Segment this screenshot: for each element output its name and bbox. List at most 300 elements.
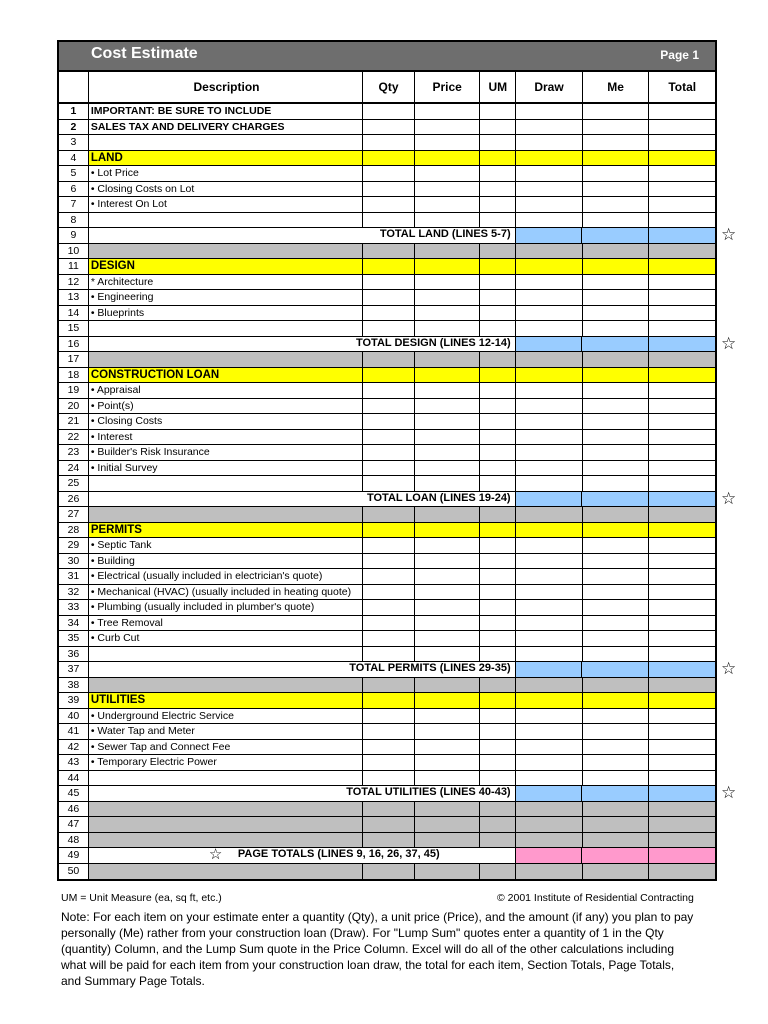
total-cell bbox=[649, 724, 715, 739]
me-cell bbox=[583, 833, 650, 848]
table-row bbox=[59, 755, 715, 771]
line-number: 40 bbox=[59, 709, 89, 724]
me-cell bbox=[583, 352, 650, 367]
qty-cell bbox=[363, 352, 415, 367]
qty-cell[interactable] bbox=[363, 616, 415, 631]
me-cell[interactable] bbox=[583, 740, 650, 755]
qty-cell[interactable] bbox=[363, 709, 415, 724]
me-cell[interactable] bbox=[583, 600, 650, 615]
me-cell bbox=[583, 507, 650, 522]
draw-cell bbox=[516, 182, 583, 197]
draw-cell bbox=[516, 228, 583, 243]
qty-cell[interactable] bbox=[363, 414, 415, 429]
estimate-rows bbox=[59, 104, 715, 879]
table-row bbox=[59, 740, 715, 756]
draw-cell bbox=[516, 678, 583, 693]
total-cell bbox=[649, 275, 715, 290]
line-number: 1 bbox=[59, 104, 89, 119]
table-row bbox=[59, 166, 715, 182]
price-cell[interactable] bbox=[415, 755, 481, 770]
price-cell bbox=[415, 259, 481, 274]
description-cell: • Engineering bbox=[89, 290, 363, 305]
line-number: 23 bbox=[59, 445, 89, 460]
qty-cell[interactable] bbox=[363, 740, 415, 755]
total-cell bbox=[649, 569, 715, 584]
um-cell bbox=[480, 523, 516, 538]
section-total-label: TOTAL LOAN (LINES 19-24) bbox=[89, 492, 516, 507]
um-cell bbox=[480, 244, 516, 259]
qty-cell bbox=[363, 368, 415, 383]
qty-cell[interactable] bbox=[363, 430, 415, 445]
draw-cell bbox=[516, 399, 583, 414]
table-row bbox=[59, 399, 715, 415]
price-cell[interactable] bbox=[415, 724, 481, 739]
line-number: 19 bbox=[59, 383, 89, 398]
me-cell bbox=[583, 693, 650, 708]
copyright-note: © 2001 Institute of Residential Contracting bbox=[497, 892, 694, 904]
qty-cell[interactable] bbox=[363, 399, 415, 414]
title-bar bbox=[59, 42, 715, 72]
total-cell bbox=[649, 399, 715, 414]
qty-cell bbox=[363, 771, 415, 786]
total-cell bbox=[649, 244, 715, 259]
total-cell bbox=[649, 771, 715, 786]
um-cell[interactable] bbox=[480, 538, 516, 553]
table-row bbox=[59, 616, 715, 632]
total-cell bbox=[649, 228, 715, 243]
section-total-row bbox=[59, 337, 715, 353]
description-cell bbox=[89, 833, 363, 848]
me-cell bbox=[583, 864, 650, 880]
price-cell bbox=[415, 104, 481, 119]
qty-cell[interactable] bbox=[363, 166, 415, 181]
total-cell bbox=[649, 631, 715, 646]
qty-cell[interactable] bbox=[363, 197, 415, 212]
me-cell[interactable] bbox=[583, 414, 650, 429]
table-row bbox=[59, 197, 715, 213]
price-cell[interactable] bbox=[415, 461, 481, 476]
price-cell bbox=[415, 817, 481, 832]
um-cell[interactable] bbox=[480, 166, 516, 181]
qty-cell bbox=[363, 833, 415, 848]
draw-cell bbox=[516, 631, 583, 646]
qty-cell bbox=[363, 802, 415, 817]
me-cell[interactable] bbox=[583, 616, 650, 631]
draw-cell bbox=[516, 709, 583, 724]
um-cell[interactable] bbox=[480, 554, 516, 569]
price-cell[interactable] bbox=[415, 166, 481, 181]
line-number: 12 bbox=[59, 275, 89, 290]
line-number: 42 bbox=[59, 740, 89, 755]
um-cell bbox=[480, 864, 516, 880]
price-cell[interactable] bbox=[415, 275, 481, 290]
line-number: 21 bbox=[59, 414, 89, 429]
draw-cell bbox=[516, 848, 583, 863]
um-cell bbox=[480, 368, 516, 383]
total-cell bbox=[649, 445, 715, 460]
price-cell[interactable] bbox=[415, 538, 481, 553]
um-cell bbox=[480, 151, 516, 166]
draw-cell bbox=[516, 817, 583, 832]
price-cell[interactable] bbox=[415, 414, 481, 429]
star-outline-icon: ☆ bbox=[208, 846, 223, 863]
me-cell bbox=[583, 647, 650, 662]
um-cell[interactable] bbox=[480, 182, 516, 197]
qty-cell[interactable] bbox=[363, 755, 415, 770]
price-cell[interactable] bbox=[415, 445, 481, 460]
total-cell bbox=[649, 197, 715, 212]
table-row bbox=[59, 569, 715, 585]
draw-cell bbox=[516, 554, 583, 569]
total-cell bbox=[649, 492, 715, 507]
qty-cell bbox=[363, 244, 415, 259]
me-cell[interactable] bbox=[583, 383, 650, 398]
header-total: Total bbox=[668, 80, 697, 94]
draw-cell bbox=[516, 337, 583, 352]
description-cell: • Point(s) bbox=[89, 399, 363, 414]
total-cell bbox=[649, 693, 715, 708]
price-cell[interactable] bbox=[415, 290, 481, 305]
um-cell bbox=[480, 120, 516, 135]
price-cell[interactable] bbox=[415, 569, 481, 584]
draw-cell bbox=[516, 786, 583, 801]
qty-cell[interactable] bbox=[363, 445, 415, 460]
table-row bbox=[59, 321, 715, 337]
line-number: 31 bbox=[59, 569, 89, 584]
um-cell[interactable] bbox=[480, 445, 516, 460]
description-cell: • Builder's Risk Insurance bbox=[89, 445, 363, 460]
section-total-label: TOTAL LAND (LINES 5-7) bbox=[89, 228, 516, 243]
draw-cell bbox=[516, 616, 583, 631]
total-cell bbox=[649, 616, 715, 631]
me-cell bbox=[583, 321, 650, 336]
me-cell[interactable] bbox=[583, 631, 650, 646]
total-cell bbox=[649, 383, 715, 398]
description-cell: • Lot Price bbox=[89, 166, 363, 181]
price-cell bbox=[415, 321, 481, 336]
table-row bbox=[59, 802, 715, 818]
instructions-note bbox=[61, 909, 718, 989]
um-cell bbox=[480, 135, 516, 150]
draw-cell bbox=[516, 864, 583, 880]
qty-cell[interactable] bbox=[363, 724, 415, 739]
qty-cell bbox=[363, 213, 415, 228]
line-number: 44 bbox=[59, 771, 89, 786]
me-cell[interactable] bbox=[583, 538, 650, 553]
description-cell: • Underground Electric Service bbox=[89, 709, 363, 724]
total-cell bbox=[649, 352, 715, 367]
um-cell[interactable] bbox=[480, 461, 516, 476]
um-cell[interactable] bbox=[480, 306, 516, 321]
header-price: Price bbox=[415, 72, 481, 102]
qty-cell[interactable] bbox=[363, 585, 415, 600]
qty-cell[interactable] bbox=[363, 306, 415, 321]
qty-cell bbox=[363, 259, 415, 274]
draw-cell bbox=[516, 166, 583, 181]
me-cell[interactable] bbox=[583, 197, 650, 212]
me-cell[interactable] bbox=[583, 585, 650, 600]
me-cell bbox=[582, 848, 649, 863]
line-number: 14 bbox=[59, 306, 89, 321]
um-cell bbox=[480, 476, 516, 491]
price-cell[interactable] bbox=[415, 430, 481, 445]
me-cell[interactable] bbox=[583, 755, 650, 770]
draw-cell bbox=[516, 693, 583, 708]
table-row bbox=[59, 833, 715, 849]
me-cell bbox=[583, 151, 650, 166]
um-cell bbox=[480, 104, 516, 119]
qty-cell bbox=[363, 678, 415, 693]
draw-cell bbox=[516, 414, 583, 429]
total-cell bbox=[649, 833, 715, 848]
price-cell[interactable] bbox=[415, 554, 481, 569]
me-cell[interactable] bbox=[583, 182, 650, 197]
qty-cell[interactable] bbox=[363, 538, 415, 553]
description-cell: IMPORTANT: BE SURE TO INCLUDE bbox=[89, 104, 363, 119]
qty-cell[interactable] bbox=[363, 554, 415, 569]
um-cell[interactable] bbox=[480, 755, 516, 770]
table-row bbox=[59, 213, 715, 229]
price-cell[interactable] bbox=[415, 600, 481, 615]
total-cell bbox=[649, 337, 715, 352]
qty-cell bbox=[363, 817, 415, 832]
me-cell[interactable] bbox=[583, 275, 650, 290]
section-total-row bbox=[59, 786, 715, 802]
total-cell bbox=[649, 802, 715, 817]
me-cell bbox=[582, 786, 649, 801]
um-cell bbox=[480, 507, 516, 522]
section-header-row bbox=[59, 523, 715, 539]
um-cell[interactable] bbox=[480, 600, 516, 615]
total-cell bbox=[649, 864, 715, 880]
me-cell[interactable] bbox=[583, 166, 650, 181]
total-cell bbox=[649, 709, 715, 724]
qty-cell bbox=[363, 864, 415, 880]
draw-cell bbox=[516, 802, 583, 817]
me-cell bbox=[583, 523, 650, 538]
qty-cell bbox=[363, 120, 415, 135]
line-number: 24 bbox=[59, 461, 89, 476]
table-row bbox=[59, 476, 715, 492]
total-cell bbox=[649, 817, 715, 832]
price-cell bbox=[415, 213, 481, 228]
price-cell bbox=[415, 802, 481, 817]
line-number: 48 bbox=[59, 833, 89, 848]
description-cell: • Septic Tank bbox=[89, 538, 363, 553]
um-cell[interactable] bbox=[480, 585, 516, 600]
um-cell[interactable] bbox=[480, 275, 516, 290]
draw-cell bbox=[516, 461, 583, 476]
price-cell bbox=[415, 864, 481, 880]
total-cell bbox=[649, 135, 715, 150]
qty-cell[interactable] bbox=[363, 182, 415, 197]
line-number: 8 bbox=[59, 213, 89, 228]
draw-cell bbox=[516, 523, 583, 538]
description-cell: LAND bbox=[89, 151, 363, 166]
um-cell bbox=[480, 817, 516, 832]
price-cell[interactable] bbox=[415, 399, 481, 414]
price-cell[interactable] bbox=[415, 709, 481, 724]
line-number: 3 bbox=[59, 135, 89, 150]
line-number: 6 bbox=[59, 182, 89, 197]
section-header-row bbox=[59, 368, 715, 384]
um-cell[interactable] bbox=[480, 740, 516, 755]
page-totals-text: PAGE TOTALS (LINES 9, 16, 26, 37, 45) bbox=[237, 848, 440, 860]
me-cell bbox=[583, 259, 650, 274]
price-cell bbox=[415, 135, 481, 150]
me-cell[interactable] bbox=[583, 290, 650, 305]
price-cell[interactable] bbox=[415, 616, 481, 631]
section-header-row bbox=[59, 259, 715, 275]
um-cell[interactable] bbox=[480, 430, 516, 445]
description-cell bbox=[89, 647, 363, 662]
price-cell[interactable] bbox=[415, 585, 481, 600]
qty-cell[interactable] bbox=[363, 290, 415, 305]
um-cell bbox=[480, 678, 516, 693]
qty-cell bbox=[363, 321, 415, 336]
table-row bbox=[59, 538, 715, 554]
table-row bbox=[59, 430, 715, 446]
line-number: 17 bbox=[59, 352, 89, 367]
total-cell bbox=[649, 290, 715, 305]
description-cell bbox=[89, 678, 363, 693]
um-cell[interactable] bbox=[480, 414, 516, 429]
um-cell[interactable] bbox=[480, 290, 516, 305]
line-number: 34 bbox=[59, 616, 89, 631]
me-cell[interactable] bbox=[583, 709, 650, 724]
total-cell bbox=[649, 585, 715, 600]
total-cell bbox=[649, 104, 715, 119]
description-cell bbox=[89, 771, 363, 786]
um-cell bbox=[480, 259, 516, 274]
description-cell: DESIGN bbox=[89, 259, 363, 274]
me-cell[interactable] bbox=[583, 445, 650, 460]
um-cell[interactable] bbox=[480, 197, 516, 212]
price-cell bbox=[415, 507, 481, 522]
description-cell: • Blueprints bbox=[89, 306, 363, 321]
total-cell bbox=[649, 259, 715, 274]
um-cell[interactable] bbox=[480, 616, 516, 631]
um-cell[interactable] bbox=[480, 399, 516, 414]
price-cell bbox=[415, 151, 481, 166]
price-cell bbox=[415, 647, 481, 662]
me-cell[interactable] bbox=[583, 724, 650, 739]
me-cell bbox=[582, 228, 649, 243]
draw-cell bbox=[516, 197, 583, 212]
draw-cell bbox=[516, 321, 583, 336]
total-cell bbox=[649, 306, 715, 321]
me-cell[interactable] bbox=[583, 399, 650, 414]
header-qty: Qty bbox=[363, 72, 415, 102]
price-cell[interactable] bbox=[415, 182, 481, 197]
price-cell[interactable] bbox=[415, 383, 481, 398]
table-row bbox=[59, 817, 715, 833]
section-header-row bbox=[59, 151, 715, 167]
description-cell: PERMITS bbox=[89, 523, 363, 538]
total-cell bbox=[649, 213, 715, 228]
description-cell bbox=[89, 244, 363, 259]
line-number: 29 bbox=[59, 538, 89, 553]
qty-cell bbox=[363, 507, 415, 522]
description-cell: • Closing Costs on Lot bbox=[89, 182, 363, 197]
total-cell bbox=[649, 662, 715, 677]
me-cell[interactable] bbox=[583, 306, 650, 321]
price-cell[interactable] bbox=[415, 631, 481, 646]
table-row bbox=[59, 120, 715, 136]
price-cell[interactable] bbox=[415, 306, 481, 321]
total-cell bbox=[649, 740, 715, 755]
qty-cell[interactable] bbox=[363, 275, 415, 290]
um-cell[interactable] bbox=[480, 724, 516, 739]
me-cell[interactable] bbox=[583, 461, 650, 476]
description-cell: • Interest On Lot bbox=[89, 197, 363, 212]
me-cell[interactable] bbox=[583, 430, 650, 445]
draw-cell bbox=[516, 647, 583, 662]
draw-cell bbox=[516, 368, 583, 383]
price-cell bbox=[415, 833, 481, 848]
star-outline-icon: ☆ bbox=[721, 659, 737, 678]
line-number: 15 bbox=[59, 321, 89, 336]
description-cell bbox=[89, 817, 363, 832]
um-cell[interactable] bbox=[480, 709, 516, 724]
table-row bbox=[59, 445, 715, 461]
price-cell[interactable] bbox=[415, 197, 481, 212]
table-row bbox=[59, 507, 715, 523]
draw-cell bbox=[516, 740, 583, 755]
total-cell bbox=[649, 461, 715, 476]
qty-cell[interactable] bbox=[363, 383, 415, 398]
line-number: 2 bbox=[59, 120, 89, 135]
description-cell: • Interest bbox=[89, 430, 363, 445]
um-cell[interactable] bbox=[480, 631, 516, 646]
table-row bbox=[59, 306, 715, 322]
total-cell bbox=[649, 600, 715, 615]
section-total-row bbox=[59, 492, 715, 508]
qty-cell[interactable] bbox=[363, 600, 415, 615]
description-cell: • Tree Removal bbox=[89, 616, 363, 631]
me-cell[interactable] bbox=[583, 569, 650, 584]
table-row bbox=[59, 104, 715, 120]
draw-cell bbox=[516, 662, 583, 677]
line-number: 37 bbox=[59, 662, 89, 677]
table-row bbox=[59, 414, 715, 430]
description-cell bbox=[89, 135, 363, 150]
total-cell bbox=[649, 755, 715, 770]
total-cell bbox=[649, 151, 715, 166]
me-cell[interactable] bbox=[583, 554, 650, 569]
um-cell bbox=[480, 321, 516, 336]
um-footnote: UM = Unit Measure (ea, sq ft, etc.) bbox=[61, 892, 222, 904]
price-cell[interactable] bbox=[415, 740, 481, 755]
qty-cell[interactable] bbox=[363, 569, 415, 584]
total-cell bbox=[649, 647, 715, 662]
total-cell bbox=[649, 182, 715, 197]
line-number: 13 bbox=[59, 290, 89, 305]
star-outline-icon: ☆ bbox=[721, 225, 737, 244]
price-cell bbox=[415, 523, 481, 538]
qty-cell[interactable] bbox=[363, 631, 415, 646]
description-cell: • Sewer Tap and Connect Fee bbox=[89, 740, 363, 755]
me-cell bbox=[583, 476, 650, 491]
line-number: 22 bbox=[59, 430, 89, 445]
description-cell bbox=[89, 321, 363, 336]
header-me: Me bbox=[583, 72, 650, 102]
qty-cell[interactable] bbox=[363, 461, 415, 476]
um-cell[interactable] bbox=[480, 383, 516, 398]
um-cell[interactable] bbox=[480, 569, 516, 584]
qty-cell bbox=[363, 151, 415, 166]
me-cell bbox=[583, 104, 650, 119]
